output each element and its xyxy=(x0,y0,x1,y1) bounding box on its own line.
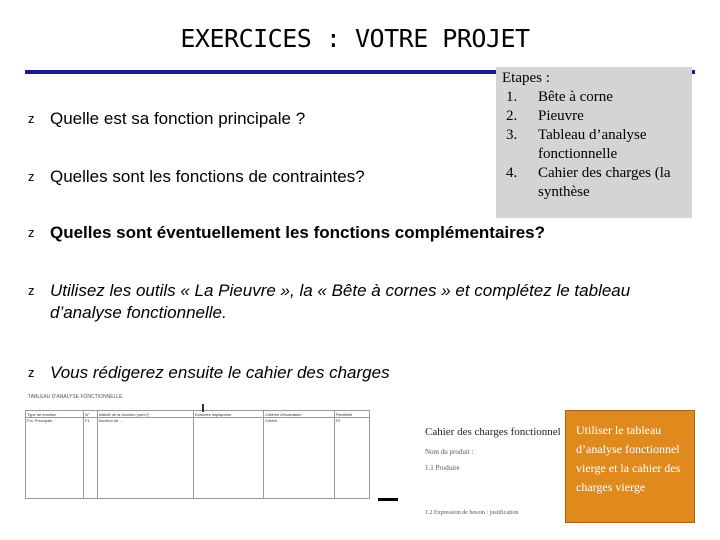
slide-title: EXERCICES : VOTRE PROJET xyxy=(180,24,530,53)
bullet-marker: z xyxy=(28,111,35,126)
step-number: 1. xyxy=(506,89,518,105)
analysis-table-thumbnail xyxy=(25,394,370,528)
step-label: Pieuvre xyxy=(538,108,584,124)
bullet-marker: z xyxy=(28,225,35,240)
table-cell: F1 xyxy=(84,418,98,499)
table-header-cell: Critères d'évaluation xyxy=(264,411,335,418)
table-header-cell: Intitulé de la fonction (verb?) xyxy=(97,411,193,418)
step-item xyxy=(502,164,686,202)
bullet-text: Utilisez les outils « La Pieuvre », la « Bête à cornes » et complétez le tableau d’analyse fonctionnelle. xyxy=(50,281,631,322)
doc-line: 1.2 Expression de besoin / justification xyxy=(425,510,519,516)
bullet-marker: z xyxy=(28,365,35,380)
doc-line: 1.1 Produire xyxy=(425,464,460,472)
cursor-mark xyxy=(202,404,204,412)
step-number: 2. xyxy=(506,108,518,124)
table-header-cell: Données impliquées xyxy=(193,411,263,418)
doc-title: Cahier des charges fonctionnel xyxy=(425,426,561,438)
table-cell: fonction de ... xyxy=(97,418,193,499)
step-number: 3. xyxy=(506,127,518,143)
step-item xyxy=(502,107,686,126)
step-label: Tableau d’analyse fonctionnelle xyxy=(538,127,647,162)
thumbnail-caption: TABLEAU D'ANALYSE FONCTIONNELLE xyxy=(28,394,123,400)
table-cell: Critère ... xyxy=(264,418,335,499)
step-label: Cahier des charges (la synthèse xyxy=(538,165,671,200)
spec-doc-thumbnail xyxy=(425,422,560,522)
bullet-marker: z xyxy=(28,283,35,298)
table-cell xyxy=(193,418,263,499)
bullet-text: Vous rédigerez ensuite le cahier des charges xyxy=(50,363,390,382)
table-cell: F0 xyxy=(334,418,369,499)
table-header-cell: N° xyxy=(84,411,98,418)
table-cell: Fct. Principale xyxy=(26,418,84,499)
dash-mark xyxy=(378,498,398,501)
bullet-marker: z xyxy=(28,169,35,184)
bullet-text: Quelles sont les fonctions de contraintes? xyxy=(50,167,365,186)
table-header-cell: Flexibilité xyxy=(334,411,369,418)
thumbnail-table xyxy=(25,410,370,499)
step-number: 4. xyxy=(506,165,518,181)
bullet-text: Quelle est sa fonction principale ? xyxy=(50,109,306,128)
step-item xyxy=(502,88,686,107)
step-label: Bête à corne xyxy=(538,89,613,105)
step-item xyxy=(502,126,686,164)
steps-heading: Etapes : xyxy=(502,70,550,86)
steps-box xyxy=(496,67,692,218)
doc-line: Nom du produit : xyxy=(425,448,474,456)
table-header-cell: Type de fonction xyxy=(26,411,84,418)
orange-note: Utiliser le tableau d’analyse fonctionnel vierge et la cahier des charges vierge xyxy=(565,410,695,523)
bullet-text: Quelles sont éventuellement les fonctions complémentaires? xyxy=(50,223,546,242)
